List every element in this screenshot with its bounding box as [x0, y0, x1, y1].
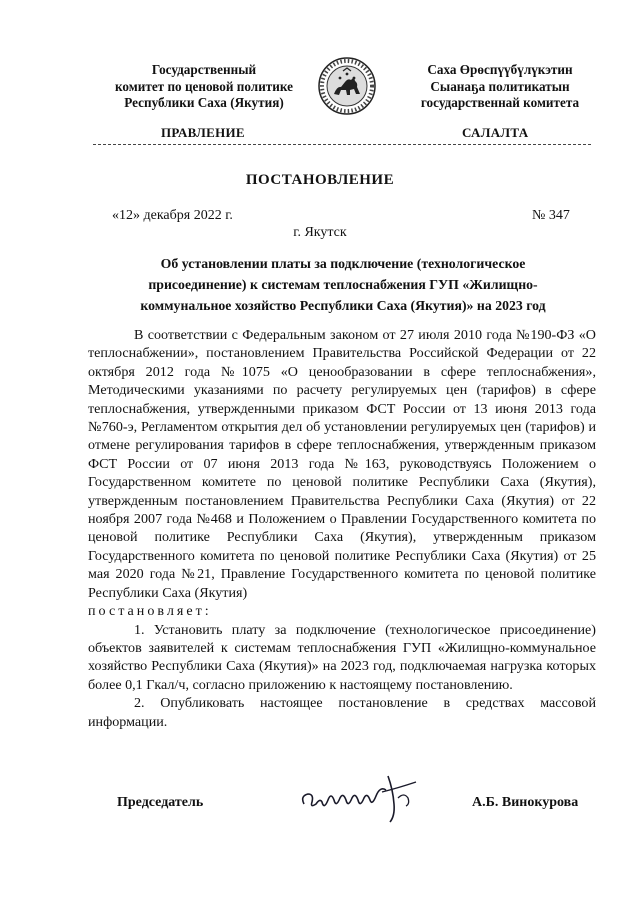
signatory-name: А.Б. Винокурова — [472, 795, 579, 810]
subject-line: коммунальное хозяйство Республики Саха (Якутия)» на 2023 год — [140, 298, 546, 313]
clause-1-paragraph: 1. Установить плату за подключение (технологическое присоединение) объектов заявителей к системам теплоснабжения ГУП «Жилищно-коммунальное хозяйство Республики Саха (Якутия)» на 2023 год, подключаемая нагрузка которых более 0,1 Гкал/ч, согласно приложению к настоящему постановлению. — [88, 621, 596, 693]
header-divider — [93, 144, 591, 145]
document-date: «12» декабря 2022 г. — [112, 208, 233, 223]
sakha-coat-of-arms-icon — [317, 56, 377, 116]
decree-word: постановляет: — [88, 603, 212, 620]
issuer-line: Сыанаҕа политикатын — [430, 78, 570, 94]
document-city: г. Якутск — [293, 225, 347, 240]
clause-2-paragraph: 2. Опубликовать настоящее постановление в средствах массовой информации. — [88, 695, 596, 730]
issuer-name-russian — [95, 62, 313, 112]
signatory-role: Председатель — [117, 795, 204, 810]
issuer-line: Государственный — [151, 62, 257, 77]
issuer-name-yakut — [400, 62, 600, 112]
subject-line: Об установлении платы за подключение (технологическое — [160, 256, 526, 271]
document-number: № 347 — [532, 208, 570, 223]
handwritten-signature — [298, 770, 428, 826]
issuer-line: Саха Өрөспүүбүлүкэтин — [427, 62, 573, 77]
document-body — [88, 326, 596, 731]
issuer-line: Республики Саха (Якутия) — [124, 95, 284, 110]
preamble-paragraph: В соответствии с Федеральным законом от 27 июля 2010 года №190-ФЗ «О теплоснабжении», постановлением Правительства Российской Федерации от 22 октября 2012 года №1075 «О ценообразовании в сфере теплоснабжения», Методическими указаниями по расчету регулируемых цен (тарифов) в сфере теплоснабжения, утвержденными приказом ФСТ России от 13 июня 2013 года №760-э, Регламентом открытия дел об установлении регулируемых цен (тарифов) и отмене регулирования тарифов в сфере теплоснабжения, утвержденным приказом ФСТ России от 07 июня 2013 года №163, руководствуясь Положением о Государственном комитете по ценовой политике Республики Саха (Якутия), утвержденным постановлением Правительства Республики Саха (Якутия) от 22 ноября 2007 года №468 и Положением о Правлении Государственного комитета по ценовой политике Республики Саха (Якутия), утвержденным приказом Государственного комитета по ценовой политике Республики Саха (Якутия) от 25 мая 2020 года №21, Правление Государственного комитета по ценовой политике Республики Саха (Якутия) — [88, 327, 596, 601]
issuer-line: комитет по ценовой политике — [115, 78, 293, 94]
board-label-yakut: САЛАЛТА — [462, 125, 529, 140]
issuer-line: государственнай комитета — [420, 95, 580, 110]
subject-line: присоединение) к системам теплоснабжения ГУП «Жилищно- — [148, 277, 538, 292]
document-title: ПОСТАНОВЛЕНИЕ — [245, 172, 395, 188]
board-label-russian: ПРАВЛЕНИЕ — [161, 125, 245, 140]
document-subject — [100, 253, 586, 316]
